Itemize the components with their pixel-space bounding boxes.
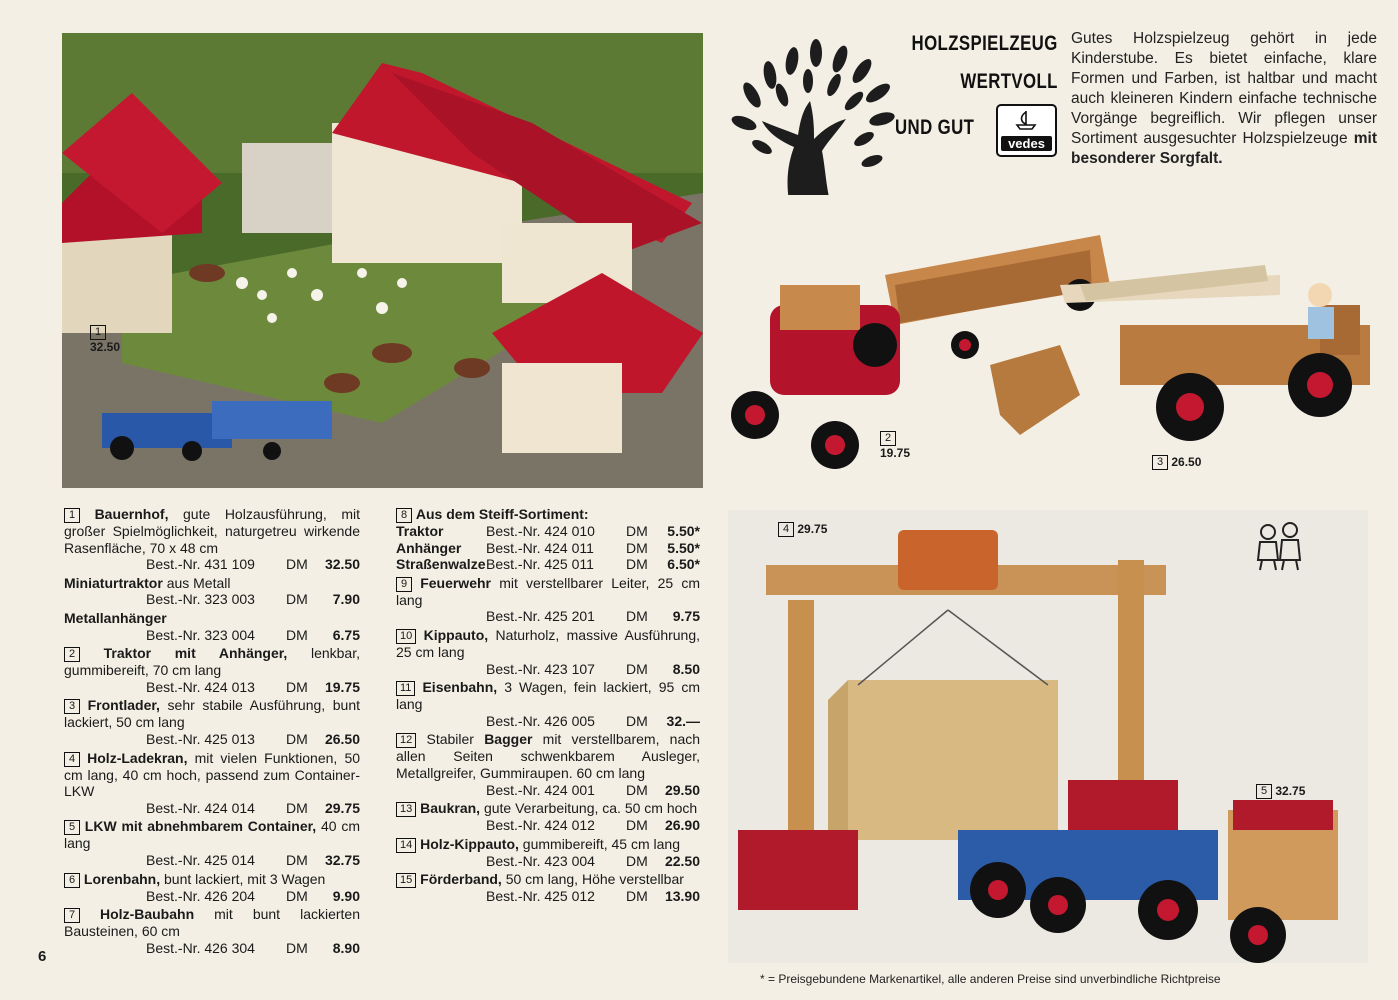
price: 8.50 bbox=[672, 660, 700, 677]
steiff-item-name: Straßenwalze bbox=[396, 556, 486, 573]
page-number: 6 bbox=[38, 948, 47, 965]
order-line bbox=[396, 782, 700, 799]
order-line bbox=[396, 608, 700, 625]
product-entry bbox=[64, 750, 360, 817]
product-details: aus Metall bbox=[166, 574, 231, 591]
order-line bbox=[64, 940, 360, 957]
product-entry bbox=[64, 645, 360, 695]
heading-line-2: WERTVOLL bbox=[960, 70, 1058, 93]
item-number: 11 bbox=[396, 681, 415, 696]
product-entry bbox=[64, 506, 360, 573]
product-details: Naturholz, massive Ausführung, 25 cm lang bbox=[396, 626, 701, 660]
order-number: Best.-Nr. 423 107 bbox=[486, 660, 595, 677]
price: 6.75 bbox=[332, 626, 360, 643]
item-number: 3 bbox=[64, 699, 80, 714]
currency: DM bbox=[286, 851, 308, 868]
product-description bbox=[64, 697, 360, 731]
currency: DM bbox=[626, 556, 648, 573]
order-line bbox=[64, 556, 360, 573]
steiff-label-wrap bbox=[396, 523, 486, 540]
order-number: Best.-Nr. 425 014 bbox=[146, 851, 255, 868]
item-number: 1 bbox=[90, 325, 106, 340]
photo-tag-truck bbox=[1256, 784, 1305, 799]
product-description bbox=[64, 506, 360, 556]
product-name: Eisenbahn, bbox=[422, 679, 498, 696]
order-number: Best.-Nr. 425 012 bbox=[486, 888, 595, 905]
item-price: 29.75 bbox=[797, 522, 828, 536]
order-line bbox=[64, 888, 360, 905]
vedes-logo bbox=[996, 104, 1057, 157]
product-entry bbox=[396, 836, 700, 870]
intro-paragraph bbox=[1071, 29, 1377, 169]
product-details: gummibereift, 45 cm lang bbox=[522, 835, 680, 852]
product-details: 40 cm lang bbox=[64, 818, 361, 852]
order-number: Best.-Nr. 323 003 bbox=[146, 591, 255, 608]
steiff-entry bbox=[396, 506, 700, 573]
product-description bbox=[64, 906, 360, 940]
product-details: 50 cm lang, Höhe verstellbar bbox=[505, 871, 684, 888]
order-number: Best.-Nr. 424 011 bbox=[486, 539, 594, 556]
currency: DM bbox=[286, 939, 308, 956]
price: 26.50 bbox=[324, 730, 360, 747]
item-price: 32.50 bbox=[90, 340, 121, 354]
currency: DM bbox=[626, 817, 648, 834]
item-number: 7 bbox=[64, 908, 80, 923]
order-number: Best.-Nr. 424 012 bbox=[486, 817, 595, 834]
product-list-column-1 bbox=[64, 506, 360, 958]
item-number: 12 bbox=[396, 733, 416, 748]
product-entry bbox=[64, 610, 360, 643]
order-line bbox=[64, 627, 360, 644]
crane-truck-photo bbox=[728, 510, 1368, 963]
item-number: 2 bbox=[880, 431, 896, 446]
order-number: Best.-Nr. 426 005 bbox=[486, 712, 595, 729]
product-details: mit verstellbarer Leiter, 25 cm lang bbox=[396, 574, 700, 608]
order-number: Best.-Nr. 423 004 bbox=[486, 852, 595, 869]
product-details: sehr stabile Ausführung, bunt lackiert, 50 cm lang bbox=[64, 697, 360, 731]
product-description bbox=[396, 679, 700, 713]
item-number: 10 bbox=[396, 629, 416, 644]
order-number: Best.-Nr. 323 004 bbox=[146, 626, 255, 643]
product-name: Bagger bbox=[484, 731, 533, 748]
photo-tag-crane bbox=[778, 522, 827, 537]
order-number: Best.-Nr. 425 201 bbox=[486, 608, 595, 625]
product-details: mit vielen Funktionen, 50 cm lang, 40 cm hoch, passend zum Container-LKW bbox=[64, 749, 361, 800]
order-line bbox=[64, 731, 360, 748]
product-entry bbox=[396, 871, 700, 905]
price: 5.50* bbox=[667, 523, 700, 539]
order-line bbox=[396, 888, 700, 905]
order-line bbox=[396, 661, 700, 678]
steiff-row bbox=[396, 556, 700, 573]
product-name: Miniaturtraktor bbox=[64, 574, 163, 591]
order-number: Best.-Nr. 424 001 bbox=[486, 781, 595, 798]
product-description bbox=[64, 575, 360, 592]
item-price: 26.50 bbox=[1171, 455, 1202, 469]
order-line bbox=[64, 679, 360, 696]
steiff-item-name: Anhänger bbox=[396, 539, 462, 556]
product-description bbox=[64, 610, 360, 627]
product-details: gute Verarbeitung, ca. 50 cm hoch bbox=[483, 800, 698, 817]
footnote: * = Preisgebundene Markenartikel, alle anderen Preise sind unverbindliche Richtpreise bbox=[760, 972, 1221, 986]
product-details: mit bunt lackierten Bausteinen, 60 cm bbox=[64, 906, 360, 940]
product-name: Frontlader, bbox=[87, 697, 160, 714]
item-price: 19.75 bbox=[880, 446, 911, 460]
price: 29.50 bbox=[664, 781, 700, 798]
children-icon bbox=[1248, 520, 1308, 572]
photo-tag-loader bbox=[1152, 455, 1201, 470]
product-name: Förderband, bbox=[420, 871, 502, 888]
currency: DM bbox=[286, 626, 308, 643]
currency: DM bbox=[286, 730, 308, 747]
product-name: Holz-Baubahn bbox=[100, 906, 195, 923]
intro-text: Gutes Holzspielzeug gehört in jede Kinderstube. Es bietet einfache, klare Formen und Farben, ist haltbar und macht auch kleineren Kindern einfache technische Vorgänge begreiflich. Wir pflegen unser Sortiment ausgesuchter Holzspielzeuge bbox=[1071, 30, 1377, 147]
order-number: Best.-Nr. 424 014 bbox=[146, 799, 255, 816]
item-number: 9 bbox=[396, 577, 412, 592]
price: 13.90 bbox=[664, 888, 700, 905]
product-entry bbox=[64, 575, 360, 608]
photo-tag-farm bbox=[90, 325, 120, 354]
order-number: Best.-Nr. 426 304 bbox=[146, 939, 255, 956]
price: 9.90 bbox=[332, 887, 360, 904]
currency: DM bbox=[626, 539, 648, 556]
item-number: 8 bbox=[396, 508, 412, 523]
product-details: lenkbar, gummibereift, 70 cm lang bbox=[64, 645, 360, 679]
price: 22.50 bbox=[664, 852, 700, 869]
item-number: 6 bbox=[64, 873, 80, 888]
product-details: gute Holzausführung, mit großer Spielmöglichkeit, naturgetreu wirkende Rasenfläche, 70 x 48 cm bbox=[64, 506, 360, 556]
item-number: 15 bbox=[396, 873, 416, 888]
currency: DM bbox=[286, 887, 308, 904]
product-description bbox=[64, 818, 360, 852]
product-entry bbox=[64, 871, 360, 905]
order-number: Best.-Nr. 424 013 bbox=[146, 678, 255, 695]
item-number: 5 bbox=[1256, 784, 1272, 799]
item-number: 14 bbox=[396, 838, 416, 853]
currency: DM bbox=[286, 678, 308, 695]
product-entry bbox=[64, 906, 360, 956]
product-entry bbox=[396, 575, 700, 625]
order-number: Best.-Nr. 426 204 bbox=[146, 887, 255, 904]
product-entry bbox=[396, 731, 700, 798]
product-name: Kippauto, bbox=[423, 626, 489, 643]
product-name: Traktor mit Anhänger, bbox=[103, 645, 288, 662]
product-entry bbox=[64, 697, 360, 747]
product-entry bbox=[64, 818, 360, 868]
price: 29.75 bbox=[324, 799, 360, 816]
order-line bbox=[64, 800, 360, 817]
currency: DM bbox=[626, 852, 648, 869]
heading-line-3: UND GUT bbox=[895, 116, 975, 139]
price: 32.50 bbox=[324, 556, 360, 573]
product-name: Lorenbahn, bbox=[83, 870, 161, 887]
item-number: 1 bbox=[64, 508, 80, 523]
farm-photo bbox=[62, 33, 703, 488]
product-description bbox=[64, 645, 360, 679]
product-name: Holz-Ladekran, bbox=[87, 749, 188, 766]
item-number: 3 bbox=[1152, 455, 1168, 470]
order-line bbox=[396, 713, 700, 730]
item-number: 4 bbox=[778, 522, 794, 537]
product-description bbox=[396, 836, 700, 853]
order-number: Best.-Nr. 431 109 bbox=[146, 556, 255, 573]
logo-text: vedes bbox=[1001, 136, 1052, 151]
product-description bbox=[396, 871, 700, 888]
order-line bbox=[396, 817, 700, 834]
price: 26.90 bbox=[664, 817, 700, 834]
product-description bbox=[396, 575, 700, 609]
currency: DM bbox=[626, 660, 648, 677]
product-description bbox=[64, 750, 360, 800]
tractor-loader-photo bbox=[720, 195, 1384, 495]
steiff-item-name: Traktor bbox=[396, 523, 444, 539]
item-number: 13 bbox=[396, 802, 416, 817]
product-name: Baukran, bbox=[420, 800, 481, 817]
item-price: 32.75 bbox=[1275, 784, 1306, 798]
product-name: Bauernhof, bbox=[94, 506, 169, 522]
steiff-label-wrap bbox=[396, 556, 486, 573]
currency: DM bbox=[286, 799, 308, 816]
order-line bbox=[64, 591, 360, 608]
price: 7.90 bbox=[332, 591, 360, 608]
price: 32.75 bbox=[324, 851, 360, 868]
price: 6.50* bbox=[667, 556, 700, 573]
order-line bbox=[64, 852, 360, 869]
price: 9.75 bbox=[672, 608, 700, 625]
currency: DM bbox=[626, 888, 648, 905]
currency: DM bbox=[626, 781, 648, 798]
currency: DM bbox=[626, 523, 648, 539]
intro-bold: mit besonderer Sorgfalt. bbox=[1071, 130, 1377, 167]
product-details: mit verstellbarem, nach allen Seiten schwenkbarem Ausleger, Metallgreifer, Gummiraupen. 60 cm lang bbox=[396, 731, 701, 781]
price: 19.75 bbox=[324, 678, 360, 695]
product-entry bbox=[396, 800, 700, 834]
product-details: 3 Wagen, fein lackiert, 95 cm lang bbox=[396, 679, 700, 713]
product-name: LKW mit abnehmbarem Container, bbox=[84, 818, 317, 835]
product-description bbox=[396, 800, 700, 817]
ship-icon bbox=[1014, 110, 1038, 130]
product-description bbox=[64, 871, 360, 888]
product-description bbox=[396, 627, 700, 661]
price: 8.90 bbox=[332, 939, 360, 956]
photo-tag-tractor bbox=[880, 431, 910, 460]
steiff-heading: Aus dem Steiff-Sortiment: bbox=[415, 506, 589, 522]
steiff-label-wrap bbox=[396, 540, 486, 557]
product-name: Metallanhänger bbox=[64, 609, 167, 626]
price: 32.— bbox=[666, 712, 700, 729]
order-line bbox=[396, 853, 700, 870]
product-details: bunt lackiert, mit 3 Wagen bbox=[164, 870, 326, 887]
currency: DM bbox=[286, 556, 308, 573]
product-prefix: Stabiler bbox=[426, 731, 474, 748]
steiff-row bbox=[396, 523, 700, 540]
item-number: 4 bbox=[64, 752, 80, 767]
product-list-column-2 bbox=[396, 506, 700, 907]
currency: DM bbox=[626, 608, 648, 625]
order-number: Best.-Nr. 425 013 bbox=[146, 730, 255, 747]
heading-line-1: HOLZSPIELZEUG bbox=[911, 32, 1058, 55]
currency: DM bbox=[286, 591, 308, 608]
product-entry bbox=[396, 679, 700, 729]
item-number: 5 bbox=[64, 820, 80, 835]
product-description bbox=[396, 731, 700, 781]
product-entry bbox=[396, 627, 700, 677]
currency: DM bbox=[626, 712, 648, 729]
steiff-row bbox=[396, 540, 700, 557]
product-name: Feuerwehr bbox=[420, 574, 491, 591]
order-number: Best.-Nr. 425 011 bbox=[486, 556, 594, 573]
order-number: Best.-Nr. 424 010 bbox=[486, 523, 595, 539]
tree-icon bbox=[722, 35, 904, 217]
price: 5.50* bbox=[667, 539, 700, 556]
product-name: Holz-Kippauto, bbox=[420, 835, 519, 852]
item-number: 2 bbox=[64, 647, 80, 662]
